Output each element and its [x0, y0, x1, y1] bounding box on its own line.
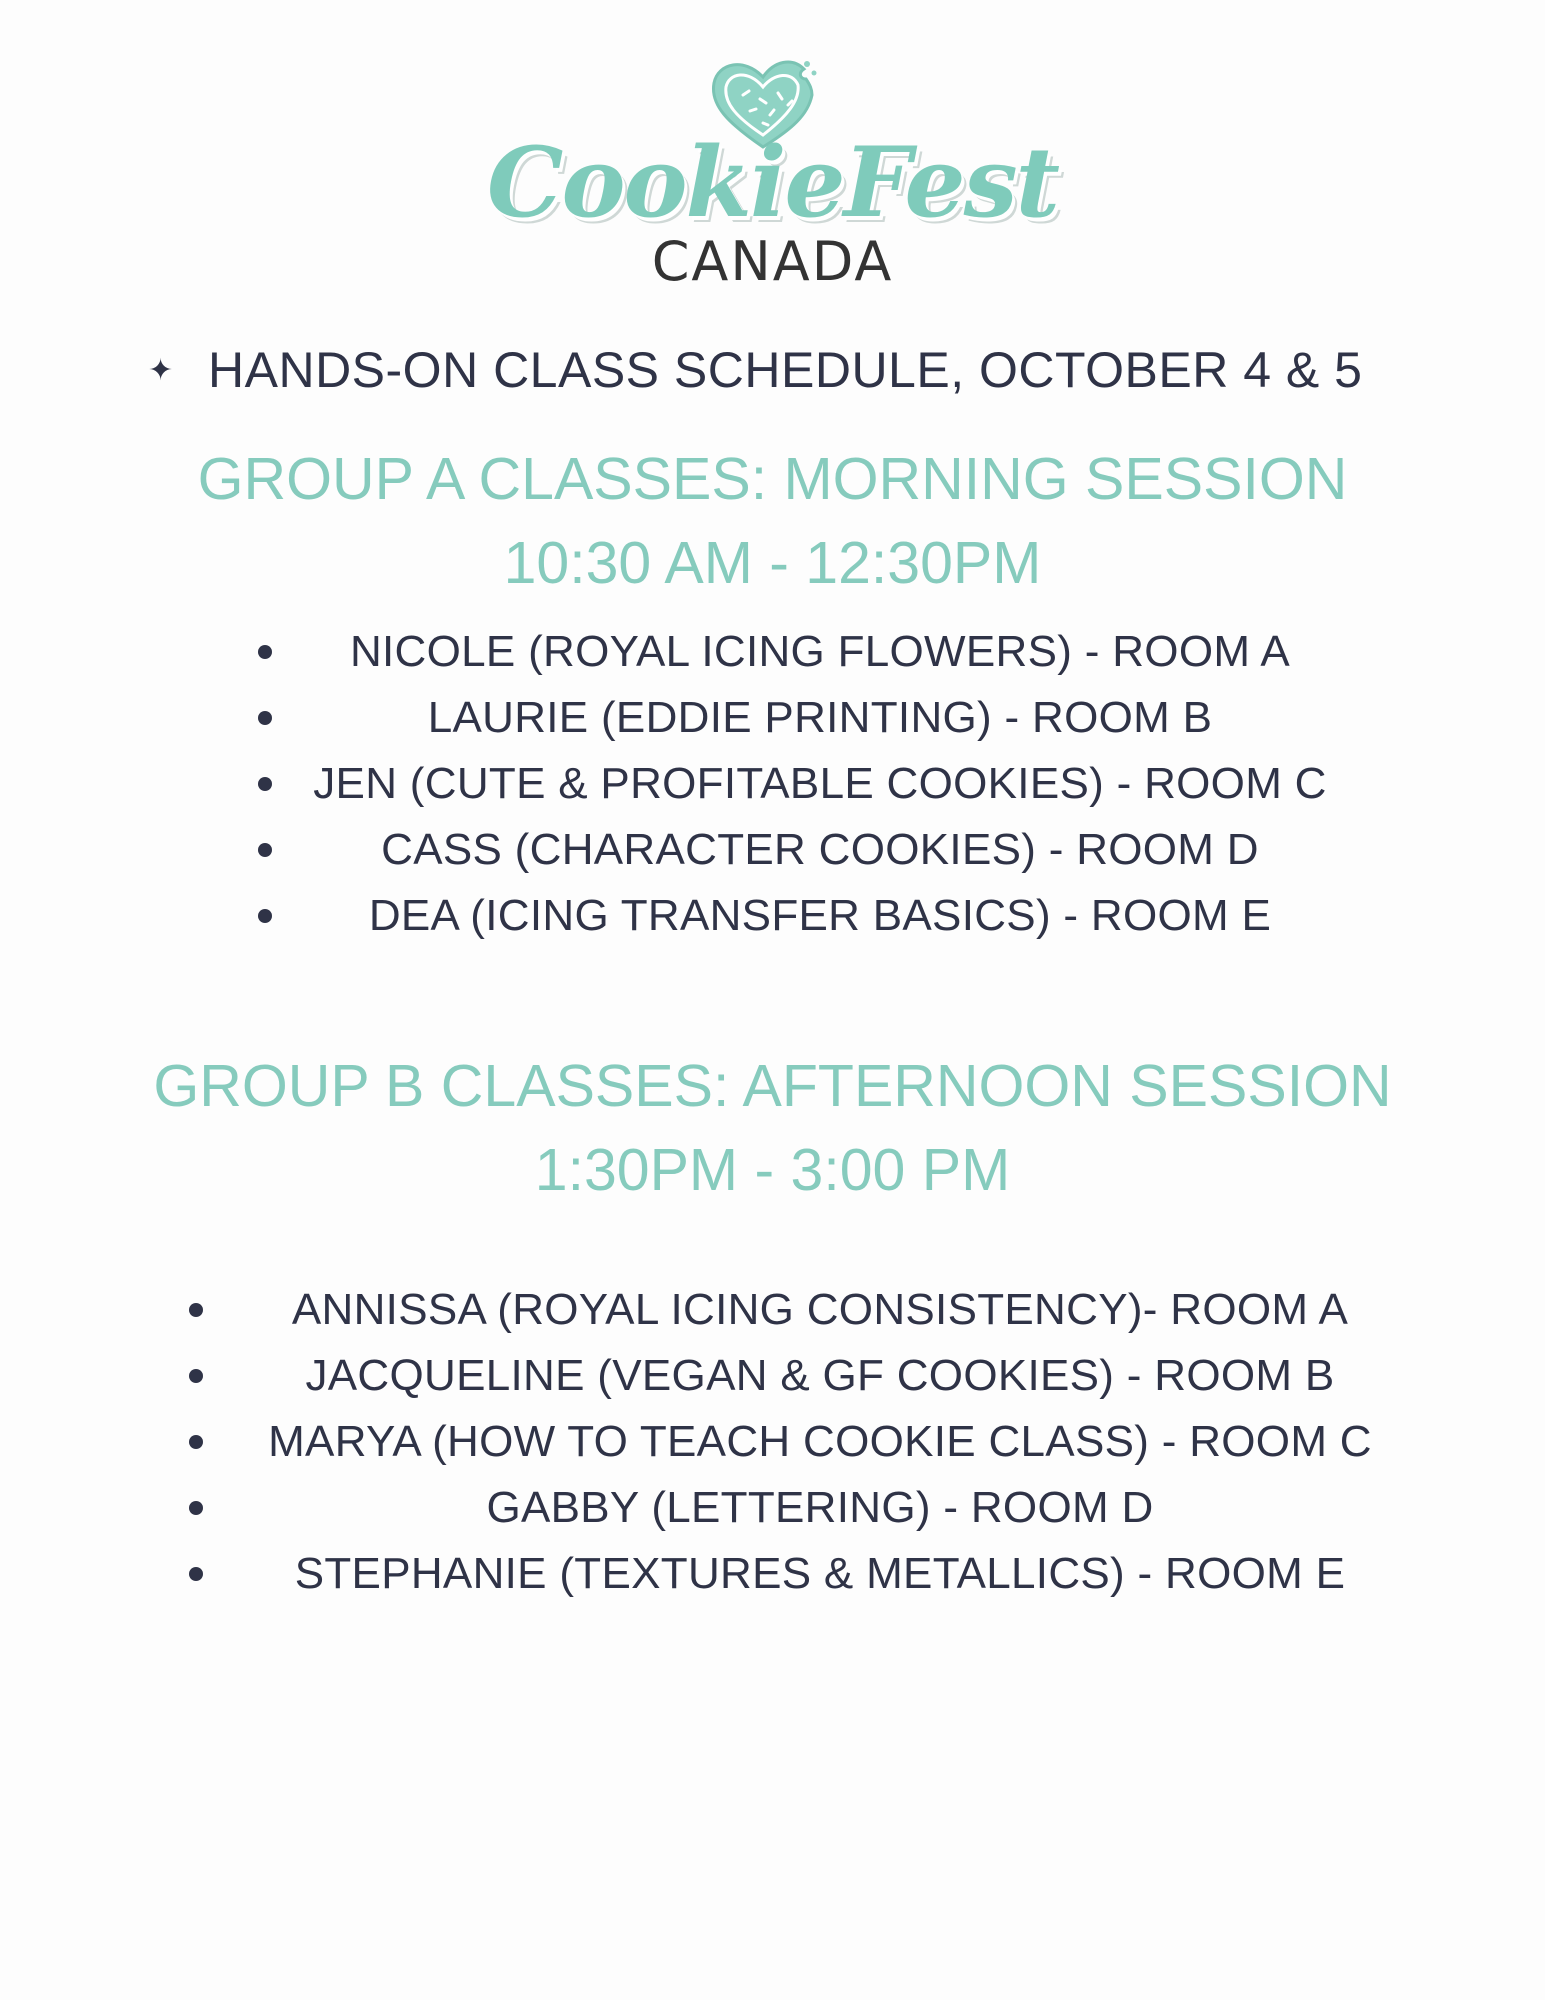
list-item: NICOLE (ROYAL ICING FLOWERS) - ROOM A [300, 619, 1340, 685]
bullet-icon [258, 777, 272, 791]
list-item: JEN (CUTE & PROFITABLE COOKIES) - ROOM C [300, 751, 1340, 817]
group-a-title: GROUP A CLASSES: MORNING SESSION [197, 446, 1348, 512]
list-item: DEA (ICING TRANSFER BASICS) - ROOM E [300, 883, 1340, 949]
logo-subtitle: CANADA [651, 230, 894, 293]
group-a-class-list [300, 619, 1340, 949]
bullet-icon [258, 843, 272, 857]
list-item: MARYA (HOW TO TEACH COOKIE CLASS) - ROOM C [235, 1409, 1405, 1475]
list-item: LAURIE (EDDIE PRINTING) - ROOM B [300, 685, 1340, 751]
group-a-time: 10:30 AM - 12:30PM [503, 530, 1042, 596]
bullet-icon [189, 1567, 203, 1581]
list-item: GABBY (LETTERING) - ROOM D [235, 1475, 1405, 1541]
schedule-headline [148, 340, 1362, 400]
bullet-icon [189, 1369, 203, 1383]
group-b-time: 1:30PM - 3:00 PM [534, 1137, 1011, 1203]
bullet-icon [189, 1435, 203, 1449]
bullet-icon [258, 909, 272, 923]
logo-wordmark: CookieFest [487, 126, 1058, 239]
list-item: ANNISSA (ROYAL ICING CONSISTENCY)- ROOM A [235, 1277, 1405, 1343]
bullet-icon [258, 645, 272, 659]
list-item: STEPHANIE (TEXTURES & METALLICS) - ROOM E [235, 1541, 1405, 1607]
bullet-icon [189, 1303, 203, 1317]
sparkle-icon: ✦ [148, 353, 174, 387]
list-item: CASS (CHARACTER COOKIES) - ROOM D [300, 817, 1340, 883]
bullet-icon [258, 711, 272, 725]
group-b-class-list [235, 1277, 1405, 1607]
cookiefest-logo [0, 0, 1545, 300]
group-b-title: GROUP B CLASSES: AFTERNOON SESSION [153, 1053, 1392, 1119]
list-item: JACQUELINE (VEGAN & GF COOKIES) - ROOM B [235, 1343, 1405, 1409]
headline-text: HANDS-ON CLASS SCHEDULE, OCTOBER 4 & 5 [208, 342, 1363, 398]
bullet-icon [189, 1501, 203, 1515]
